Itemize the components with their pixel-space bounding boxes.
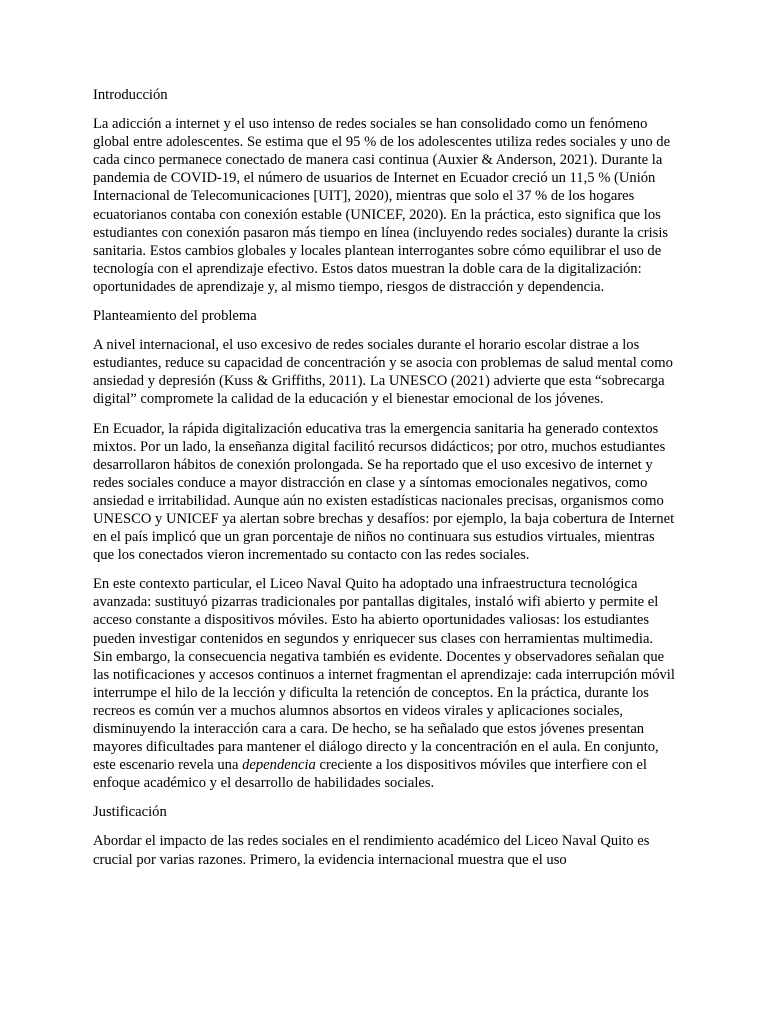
paragraph-text: En este contexto particular, el Liceo Naval Quito ha adoptado una infraestructura tecnológica avanzada: sustituyó pizarras tradicionales por pantallas digitales, instaló wifi abierto y permite el acceso constante a dispositivos móviles. Esto ha abierto oportunidades valiosas: los estudiantes pueden investigar contenidos en segundos y enriquecer sus clases con herramientas multimedia. Sin embargo, la consecuencia negativa también es evidente. Docentes y observadores señalan que las notificaciones y accesos continuos a internet fragmentan el aprendizaje: cada interrupción móvil interrumpe el hilo de la lección y dificulta la retención de conceptos. En la práctica, durante los recreos es común ver a muchos alumnos absortos en videos virales y aplicaciones sociales, disminuyendo la interacción cara a cara. De hecho, se ha señalado que estos jóvenes presentan mayores dificultades para mantener el diálogo directo y la concentración en el aula. En conjunto, este escenario revela una — [93, 576, 675, 774]
section-heading-planteamiento: Planteamiento del problema — [93, 308, 257, 325]
paragraph-text: creciente a los dispositivos móviles que interfiere con el enfoque académico y el desarrollo de habilidades sociales. — [93, 757, 647, 792]
paragraph-introduccion: La adicción a internet y el uso intenso de redes sociales se han consolidado como un fenómeno global entre adolescentes. Se estima que el 95 % de los adolescentes utiliza redes sociales y uno de cada cinco permanece conectado de manera casi continua (Auxier & Anderson, 2021). Durante la pandemia de COVID-19, el número de usuarios de Internet en Ecuador creció un 11,5 % (Unión Internacional de Telecomunicaciones [UIT], 2020), mientras que solo el 37 % de los hogares ecuatorianos contaba con conexión estable (UNICEF, 2020). En la práctica, esto significa que los estudiantes con conexión pasaron más tiempo en línea (incluyendo redes sociales) durante la crisis sanitaria. Estos cambios globales y locales plantean interrogantes sobre cómo equilibrar el uso de tecnología con el aprendizaje efectivo. Estos datos muestran la doble cara de la digitalización: oportunidades de aprendizaje y, al mismo tiempo, riesgos de distracción y dependencia. — [93, 116, 671, 295]
document-page — [93, 86, 676, 880]
paragraph-planteamiento-1: A nivel internacional, el uso excesivo de redes sociales durante el horario escolar distrae a los estudiantes, reduce su capacidad de concentración y se asocia con problemas de salud mental como ansiedad y depresión (Kuss & Griffiths, 2011). La UNESCO (2021) advierte que esta “sobrecarga digital” compromete la calidad de la educación y el bienestar emocional de los jóvenes. — [93, 337, 673, 408]
paragraph-justificacion: Abordar el impacto de las redes sociales en el rendimiento académico del Liceo Naval Quito es crucial por varias razones. Primero, la evidencia internacional muestra que el uso — [93, 833, 650, 868]
emphasis-text: dependencia — [242, 757, 316, 774]
section-heading-justificacion: Justificación — [93, 804, 167, 821]
paragraph-planteamiento-2: En Ecuador, la rápida digitalización educativa tras la emergencia sanitaria ha generado contextos mixtos. Por un lado, la enseñanza digital facilitó recursos didácticos; por otro, muchos estudiantes desarrollaron hábitos de conexión prolongada. Se ha reportado que el uso excesivo de internet y redes sociales conduce a mayor distracción en clase y a síntomas emocionales negativos, como ansiedad e irritabilidad. Aunque aún no existen estadísticas nacionales precisas, organismos como UNESCO y UNICEF ya alertan sobre brechas y desafíos: por ejemplo, la baja cobertura de Internet en el país implicó que un gran porcentaje de niños no continuara sus estudios virtuales, mientras que los conectados vieron incrementado su contacto con las redes sociales. — [93, 420, 675, 564]
section-heading-introduccion: Introducción — [93, 87, 168, 103]
paragraph-planteamiento-3 — [93, 575, 676, 792]
